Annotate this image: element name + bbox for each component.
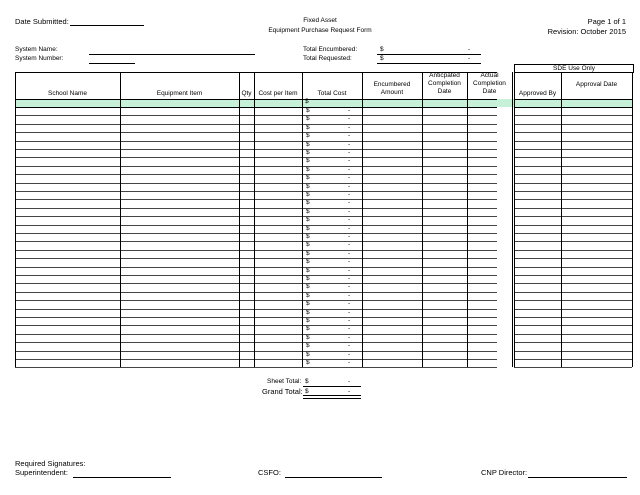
row-line — [514, 267, 632, 268]
row-total-currency: $ — [306, 266, 310, 274]
row-total-currency: $ — [306, 342, 310, 350]
row-total-value: - — [348, 216, 351, 224]
row-line — [514, 351, 632, 352]
row-line — [15, 275, 497, 276]
col-header-school-name: School Name — [47, 90, 88, 97]
equipment-table — [15, 64, 632, 380]
row-line — [15, 351, 497, 352]
row-line — [514, 99, 632, 100]
row-total-value: - — [348, 317, 351, 324]
row-line — [15, 157, 497, 158]
row-line — [514, 292, 632, 293]
row-line — [514, 107, 632, 108]
row-total-value: - — [348, 224, 351, 232]
row-total-currency: $ — [306, 275, 310, 282]
row-line — [15, 183, 497, 184]
column-line — [632, 72, 633, 367]
row-line — [15, 208, 497, 209]
row-line — [514, 216, 632, 217]
row-total-currency: $ — [306, 182, 310, 190]
row-total-currency: $ — [306, 224, 310, 232]
row-total-currency: $ — [306, 149, 310, 156]
row-line — [514, 309, 632, 310]
sheet-total-currency: $ — [305, 378, 309, 385]
total-encumbered-currency: $ — [380, 46, 384, 53]
row-total-currency: $ — [306, 233, 310, 240]
col-header-cost-per-item: Cost per Item — [258, 90, 298, 97]
row-line — [15, 233, 497, 234]
grand-total-currency: $ — [305, 388, 309, 395]
row-line — [15, 199, 497, 200]
column-line — [120, 72, 121, 367]
row-line — [514, 199, 632, 200]
row-line — [15, 149, 497, 150]
date-submitted-field[interactable] — [70, 25, 144, 26]
row-total-value: - — [348, 308, 351, 316]
total-requested-value: - — [468, 55, 471, 62]
system-name-label: System Name: — [15, 46, 58, 53]
col-header-equipment-item: Equipment Item — [156, 90, 203, 97]
row-line — [15, 132, 497, 133]
sheet-total-underline — [303, 386, 361, 387]
row-total-value: - — [348, 165, 351, 173]
row-line — [514, 132, 632, 133]
row-line — [15, 124, 497, 125]
row-line — [514, 241, 632, 242]
row-line — [15, 241, 497, 242]
row-line — [514, 166, 632, 167]
row-line — [15, 174, 497, 175]
row-total-value: - — [348, 325, 351, 333]
row-total-currency: $ — [306, 107, 310, 114]
system-name-field[interactable] — [89, 54, 255, 55]
row-line — [15, 72, 497, 73]
cfso-signature-line[interactable] — [285, 477, 382, 478]
col-header-approval-date: Approval Date — [575, 81, 618, 88]
row-total-value: - — [348, 140, 351, 148]
cnp-director-label: CNP Director: — [481, 468, 528, 477]
row-total-value: - — [348, 174, 351, 182]
col-header-qty: Qty — [241, 90, 252, 97]
row-line — [15, 107, 497, 108]
row-line — [15, 359, 497, 360]
column-line — [15, 72, 16, 367]
row-total-currency: $ — [306, 249, 310, 257]
row-total-currency: $ — [306, 258, 310, 266]
row-line — [15, 342, 497, 343]
page-number: Page 1 of 1 — [587, 17, 626, 26]
row-total-value: - — [348, 300, 351, 308]
row-line — [15, 309, 497, 310]
sde-use-only-label: SDE Use Only — [553, 65, 595, 72]
required-signatures-label: Required Signatures: — [15, 459, 86, 468]
row-total-currency: $ — [306, 140, 310, 148]
row-line — [514, 317, 632, 318]
row-line — [514, 275, 632, 276]
row-total-value: - — [348, 283, 351, 291]
row-line — [514, 225, 632, 226]
col-header-approved-by: Approved By — [518, 90, 557, 97]
column-line — [512, 72, 513, 367]
row-line — [514, 208, 632, 209]
row-line — [15, 225, 497, 226]
row-line — [514, 141, 632, 142]
form-title-line1: Fixed Asset — [303, 17, 337, 24]
row-line — [514, 300, 632, 301]
column-line — [422, 72, 423, 367]
column-line — [254, 72, 255, 367]
row-total-currency: $ — [306, 359, 310, 366]
form-title-line2: Equipment Purchase Request Form — [268, 27, 372, 34]
row-total-value: - — [348, 350, 351, 358]
row-total-currency: $ — [306, 300, 310, 308]
row-total-value: - — [348, 191, 351, 198]
row-line — [15, 317, 497, 318]
row-line — [514, 283, 632, 284]
row-line — [514, 367, 632, 368]
row-total-value: - — [348, 359, 351, 366]
date-submitted-label: Date Submitted: — [15, 17, 69, 26]
row-line — [15, 334, 497, 335]
highlight-row — [15, 99, 632, 107]
row-total-value: - — [348, 342, 351, 350]
row-line — [15, 250, 497, 251]
row-total-currency: $ — [306, 165, 310, 173]
row-total-value: - — [348, 123, 351, 131]
col-header-actual-date: Actual Completion Date — [473, 72, 506, 95]
row-total-value: - — [348, 333, 351, 341]
row-total-value: - — [348, 291, 351, 299]
row-line — [514, 233, 632, 234]
cfso-label: CSFO: — [258, 468, 281, 477]
row-line — [514, 72, 632, 73]
row-line — [15, 325, 497, 326]
column-line — [362, 72, 363, 367]
row-total-currency: $ — [306, 308, 310, 316]
row-line — [514, 157, 632, 158]
row-line — [15, 99, 497, 100]
column-line — [239, 72, 240, 367]
row-total-value: - — [348, 157, 351, 165]
superintendent-label: Superintendent: — [15, 468, 68, 477]
total-encumbered-label: Total Encumbered: — [303, 46, 358, 53]
grand-total-double-underline — [303, 395, 361, 399]
column-line — [514, 72, 515, 367]
row-total-value: - — [348, 149, 351, 156]
row-line — [15, 292, 497, 293]
row-total-value: - — [348, 233, 351, 240]
sheet-total-label: Sheet Total: — [267, 378, 302, 385]
col-header-encumbered-amount: Encumbered Amount — [373, 81, 411, 96]
row-total-currency: $ — [306, 283, 310, 291]
row-total-currency: $ — [306, 325, 310, 333]
row-total-currency: $ — [306, 115, 310, 123]
row-total-currency: $ — [306, 132, 310, 140]
cnp-director-signature-line[interactable] — [528, 477, 627, 478]
row-total-value: - — [348, 241, 351, 249]
row-total-value: - — [348, 115, 351, 123]
system-number-label: System Number: — [15, 55, 64, 62]
row-total-currency: $ — [306, 199, 310, 207]
row-line — [15, 115, 497, 116]
row-total-value: - — [348, 258, 351, 266]
row-line — [15, 191, 497, 192]
col-header-total-cost: Total Cost — [317, 90, 347, 97]
total-requested-currency: $ — [380, 55, 384, 62]
total-encumbered-underline — [377, 54, 481, 55]
row-line — [15, 166, 497, 167]
grand-total-label: Grand Total: — [262, 387, 303, 396]
row-total-currency: $ — [306, 191, 310, 198]
row-total-currency: $ — [306, 174, 310, 182]
row-total-currency: $ — [306, 333, 310, 341]
column-line — [561, 72, 562, 367]
row-total-currency: $ — [306, 241, 310, 249]
row-line — [514, 334, 632, 335]
total-encumbered-value: - — [468, 46, 471, 53]
row-line — [514, 174, 632, 175]
first-row-currency: $ — [305, 98, 309, 105]
row-total-value: - — [348, 249, 351, 257]
row-line — [514, 124, 632, 125]
row-line — [15, 283, 497, 284]
row-total-value: - — [348, 275, 351, 282]
row-line — [15, 300, 497, 301]
row-line — [15, 258, 497, 259]
row-line — [514, 325, 632, 326]
row-line — [15, 267, 497, 268]
grand-total-value: - — [348, 388, 351, 395]
row-total-currency: $ — [306, 350, 310, 358]
row-total-value: - — [348, 182, 351, 190]
row-line — [514, 342, 632, 343]
row-total-currency: $ — [306, 207, 310, 215]
row-line — [514, 258, 632, 259]
row-total-value: - — [348, 107, 351, 114]
col-header-anticipated-date: Anticpated Completion Date — [428, 72, 461, 95]
row-total-currency: $ — [306, 216, 310, 224]
row-line — [15, 216, 497, 217]
row-line — [15, 141, 497, 142]
row-line — [514, 191, 632, 192]
row-total-value: - — [348, 207, 351, 215]
column-line — [302, 72, 303, 367]
column-line — [467, 72, 468, 367]
row-total-value: - — [348, 266, 351, 274]
row-total-value: - — [348, 199, 351, 207]
row-total-currency: $ — [306, 157, 310, 165]
row-line — [514, 183, 632, 184]
row-total-value: - — [348, 132, 351, 140]
revision-date: Revision: October 2015 — [547, 27, 626, 36]
row-line — [514, 115, 632, 116]
row-line — [15, 367, 497, 368]
row-total-currency: $ — [306, 291, 310, 299]
row-line — [514, 149, 632, 150]
superintendent-signature-line[interactable] — [73, 477, 171, 478]
total-requested-label: Total Requested: — [303, 55, 352, 62]
row-line — [514, 250, 632, 251]
row-total-currency: $ — [306, 317, 310, 324]
row-line — [514, 359, 632, 360]
row-total-currency: $ — [306, 123, 310, 131]
sheet-total-value: - — [348, 378, 351, 385]
